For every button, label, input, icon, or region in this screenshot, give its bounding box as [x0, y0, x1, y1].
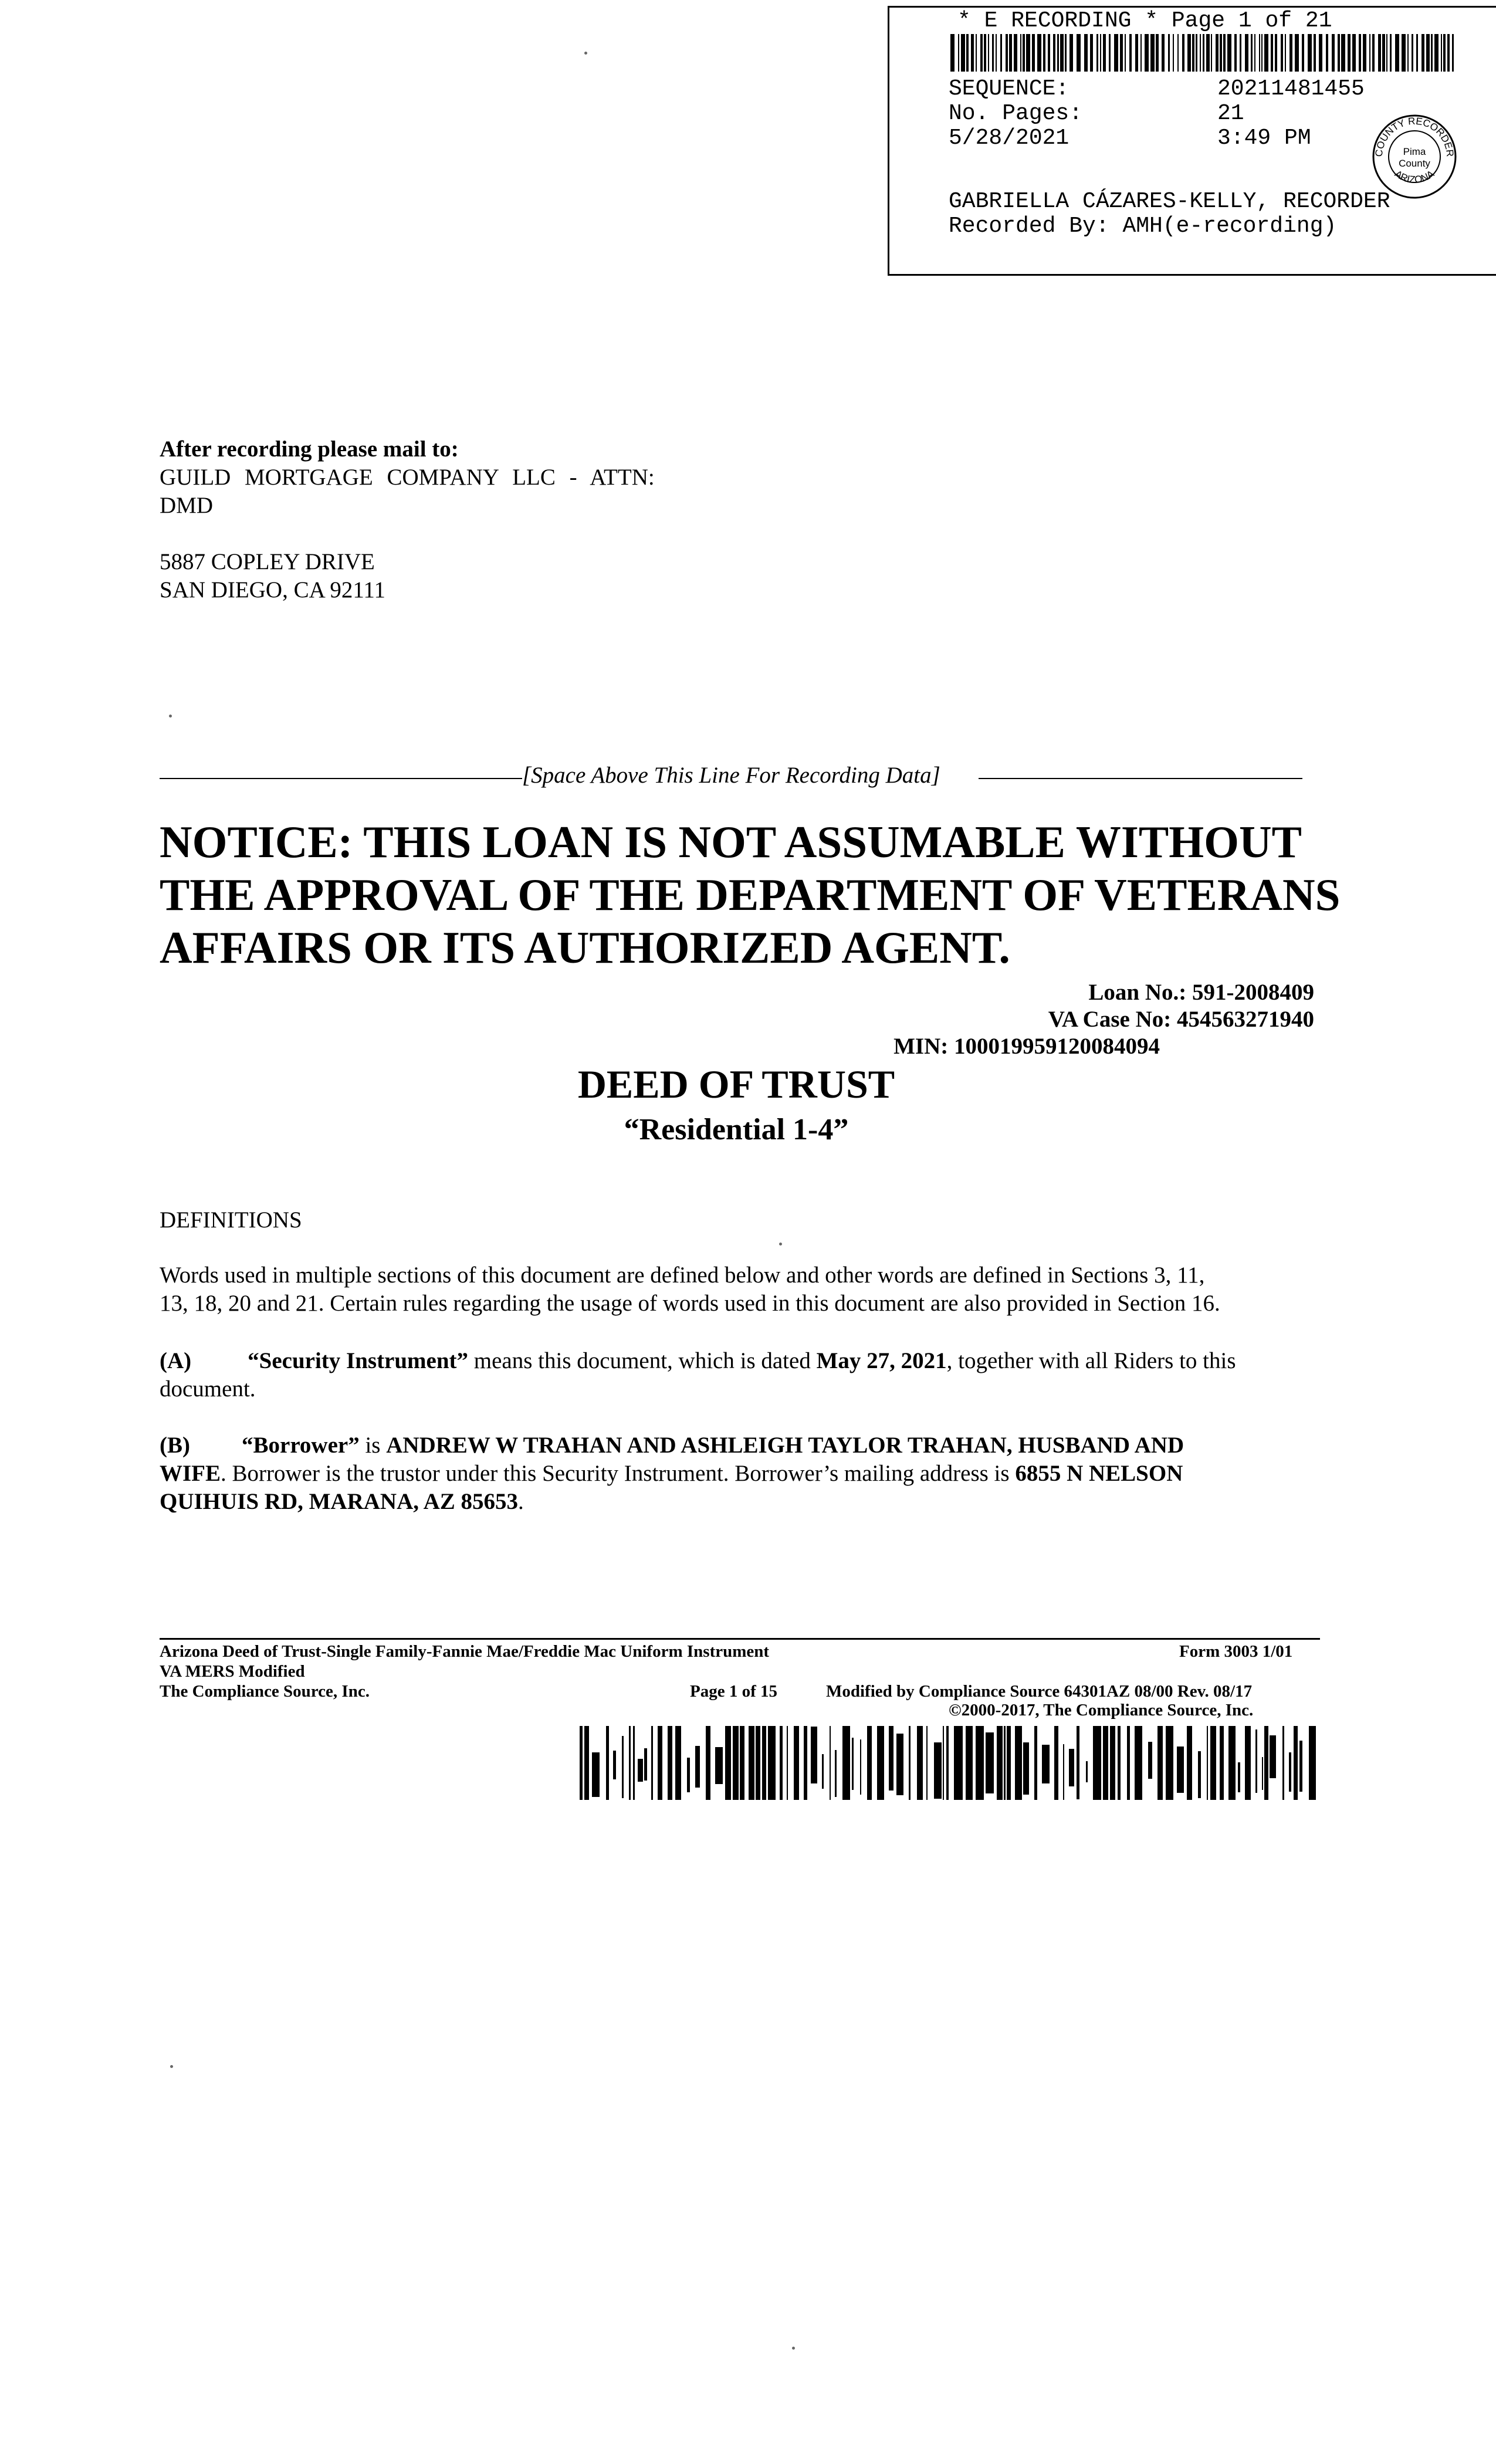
- barcode-bar: [946, 1726, 949, 1800]
- definition-a-text1: means this document, which is dated: [468, 1348, 817, 1373]
- barcode-bar: [740, 1726, 744, 1800]
- barcode-bar: [1289, 34, 1292, 72]
- definitions-intro-line2: 13, 18, 20 and 21. Certain rules regarding the usage of words used in this document are also provided in Section 16.: [160, 1291, 1220, 1316]
- barcode-bar: [658, 1726, 662, 1800]
- barcode-bar: [1020, 34, 1021, 72]
- barcode-bar: [830, 1726, 831, 1800]
- barcode-bar: [1042, 1745, 1050, 1783]
- barcode-bar: [877, 1726, 884, 1800]
- barcode-bar: [1069, 1749, 1074, 1786]
- barcode-bar: [1431, 34, 1433, 72]
- barcode-bar: [1338, 34, 1340, 72]
- barcode-bar: [1118, 1726, 1121, 1800]
- barcode-bar: [1443, 34, 1446, 72]
- barcode-bar: [1096, 34, 1098, 72]
- barcode-bar: [1103, 1726, 1108, 1800]
- barcode-bar: [1254, 34, 1255, 72]
- space-above-label: [Space Above This Line For Recording Data]: [522, 763, 940, 788]
- barcode-bar: [1065, 34, 1067, 72]
- barcode-bar: [1421, 34, 1424, 72]
- barcode-bar: [1434, 34, 1439, 72]
- barcode-bar: [1372, 34, 1375, 72]
- footer-modified: Modified by Compliance Source 64301AZ 08/00 Rev. 08/17: [826, 1682, 1253, 1701]
- barcode-bar: [1348, 34, 1351, 72]
- barcode-bar: [1145, 34, 1149, 72]
- barcode-bar: [1378, 34, 1381, 72]
- barcode-bar: [896, 1734, 903, 1795]
- footer-mers: VA MERS Modified: [160, 1662, 305, 1681]
- definition-b-line3: [160, 1488, 524, 1516]
- barcode-bar: [1332, 34, 1335, 72]
- barcode-bar: [1000, 34, 1002, 72]
- barcode-bar: [1004, 1726, 1006, 1800]
- barcode-bar: [629, 1726, 631, 1800]
- barcode-bar: [687, 1758, 690, 1792]
- barcode-bar: [996, 34, 997, 72]
- barcode-bar: [997, 1726, 1003, 1800]
- barcode-bar: [1054, 1726, 1058, 1800]
- definition-a-line1: [160, 1347, 1236, 1375]
- barcode-bar: [1090, 34, 1093, 72]
- barcode-bar: [943, 1726, 944, 1800]
- barcode-bar: [1416, 34, 1418, 72]
- barcode-bar: [1359, 34, 1361, 72]
- recording-barcode: [950, 34, 1455, 72]
- notice-line3: AFFAIRS OR ITS AUTHORIZED AGENT.: [160, 922, 1010, 973]
- barcode-bar: [889, 1726, 893, 1791]
- notice-line1: NOTICE: THIS LOAN IS NOT ASSUMABLE WITHOUT: [160, 817, 1302, 867]
- barcode-bar: [1234, 34, 1237, 72]
- barcode-bar: [860, 1739, 861, 1795]
- barcode-bar: [1255, 1729, 1257, 1793]
- barcode-bar: [1294, 1726, 1298, 1800]
- document-barcode: [580, 1726, 1316, 1800]
- barcode-bar: [695, 1746, 700, 1788]
- barcode-bar: [1282, 1726, 1284, 1800]
- barcode-bar: [1216, 34, 1219, 72]
- barcode-bar: [1114, 34, 1118, 72]
- barcode-bar: [1129, 34, 1132, 72]
- barcode-bar: [1014, 34, 1017, 72]
- notice-line2: THE APPROVAL OF THE DEPARTMENT OF VETERANS: [160, 869, 1341, 920]
- scan-speck: [169, 715, 172, 717]
- recording-divider-left: [160, 778, 522, 779]
- barcode-bar: [1168, 34, 1170, 72]
- barcode-bar: [1110, 1726, 1115, 1800]
- barcode-bar: [633, 1726, 635, 1800]
- barcode-bar: [1251, 34, 1253, 72]
- barcode-bar: [1314, 34, 1316, 72]
- barcode-bar: [1402, 34, 1406, 72]
- barcode-bar: [1206, 34, 1210, 72]
- barcode-bar: [971, 34, 974, 72]
- barcode-bar: [606, 1726, 609, 1800]
- record-time: 3:49 PM: [1217, 126, 1311, 151]
- barcode-bar: [1156, 34, 1159, 72]
- seal-top-text: COUNTY RECORDER: [1373, 115, 1456, 158]
- barcode-bar: [1157, 1726, 1163, 1800]
- pages-label: No. Pages:: [949, 101, 1083, 126]
- barcode-bar: [1135, 1726, 1142, 1800]
- barcode-bar: [1285, 34, 1286, 72]
- footer-rule: [160, 1638, 1320, 1640]
- barcode-bar: [1309, 1726, 1316, 1800]
- barcode-bar: [984, 34, 986, 72]
- county-recorder-seal-icon: [1370, 113, 1458, 201]
- mail-to-line2: DMD: [160, 493, 214, 518]
- footer-publisher: The Compliance Source, Inc.: [160, 1682, 370, 1701]
- barcode-bar: [1289, 1752, 1291, 1792]
- barcode-bar: [1452, 34, 1454, 72]
- mail-to-line4: SAN DIEGO, CA 92111: [160, 577, 385, 603]
- barcode-bar: [787, 1726, 788, 1800]
- barcode-bar: [1093, 1726, 1101, 1800]
- barcode-bar: [1077, 1726, 1079, 1799]
- sequence-label: SEQUENCE:: [949, 76, 1069, 101]
- barcode-bar: [1023, 1742, 1029, 1795]
- barcode-bar: [811, 1727, 817, 1783]
- barcode-bar: [1295, 34, 1299, 72]
- definition-a-text2: , together with all Riders to this: [946, 1348, 1236, 1373]
- scan-speck: [584, 52, 587, 55]
- barcode-bar: [1271, 34, 1273, 72]
- barcode-bar: [1150, 34, 1155, 72]
- barcode-bar: [1173, 34, 1174, 72]
- barcode-bar: [1245, 1726, 1251, 1800]
- barcode-bar: [1426, 34, 1430, 72]
- loan-number: Loan No.: 591-2008409: [1088, 980, 1314, 1005]
- barcode-bar: [1084, 34, 1088, 72]
- barcode-bar: [966, 1726, 973, 1800]
- definition-a-date: May 27, 2021: [816, 1348, 947, 1373]
- barcode-bar: [992, 34, 994, 72]
- barcode-bar: [988, 34, 989, 72]
- barcode-bar: [762, 1726, 766, 1800]
- barcode-bar: [917, 1726, 923, 1800]
- mail-to-line3: 5887 COPLEY DRIVE: [160, 549, 375, 574]
- barcode-bar: [1390, 34, 1392, 72]
- barcode-bar: [1034, 1726, 1037, 1800]
- barcode-bar: [1352, 34, 1356, 72]
- scan-speck: [170, 2065, 173, 2068]
- barcode-bar: [1069, 34, 1073, 72]
- barcode-bar: [1037, 34, 1041, 72]
- barcode-bar: [1198, 1751, 1201, 1798]
- barcode-bar: [1275, 34, 1277, 72]
- barcode-bar: [1223, 34, 1226, 72]
- sequence-value: 20211481455: [1217, 76, 1365, 101]
- barcode-bar: [1060, 34, 1064, 72]
- barcode-bar: [715, 1747, 723, 1784]
- barcode-bar: [1187, 1726, 1192, 1800]
- barcode-bar: [1177, 1747, 1184, 1793]
- document-subtitle: “Residential 1-4”: [624, 1113, 849, 1146]
- barcode-bar: [909, 1726, 911, 1800]
- barcode-bar: [976, 34, 977, 72]
- barcode-bar: [926, 1726, 928, 1800]
- barcode-bar: [1447, 34, 1450, 72]
- barcode-bar: [1395, 34, 1399, 72]
- barcode-bar: [1135, 34, 1138, 72]
- barcode-bar: [950, 34, 955, 72]
- barcode-bar: [966, 34, 969, 72]
- barcode-bar: [1103, 34, 1106, 72]
- document-title: DEED OF TRUST: [577, 1062, 895, 1106]
- barcode-bar: [976, 1726, 984, 1800]
- barcode-bar: [733, 1726, 739, 1800]
- scan-speck: [779, 1243, 782, 1245]
- barcode-bar: [1182, 34, 1184, 72]
- seal-center-2: County: [1399, 158, 1430, 169]
- min-number: MIN: 100019959120084094: [893, 1034, 1160, 1059]
- barcode-bar: [842, 1726, 850, 1800]
- mail-to-heading: After recording please mail to:: [160, 436, 459, 462]
- barcode-bar: [592, 1752, 600, 1797]
- barcode-bar: [1086, 1761, 1088, 1782]
- barcode-bar: [768, 1726, 776, 1800]
- barcode-bar: [954, 1726, 963, 1800]
- barcode-bar: [638, 1759, 643, 1782]
- barcode-bar: [1166, 1726, 1173, 1800]
- recorder-name: GABRIELLA CÁZARES-KELLY, RECORDER: [949, 189, 1390, 214]
- barcode-bar: [1211, 34, 1212, 72]
- barcode-bar: [756, 1726, 760, 1800]
- barcode-bar: [867, 1726, 872, 1800]
- barcode-bar: [1240, 34, 1241, 72]
- barcode-bar: [1063, 1744, 1064, 1800]
- barcode-bar: [1441, 34, 1442, 72]
- barcode-bar: [934, 1742, 942, 1799]
- definition-b-addr2: QUIHUIS RD, MARANA, AZ 85653: [160, 1489, 519, 1514]
- barcode-bar: [1270, 1735, 1276, 1778]
- barcode-bar: [1227, 34, 1231, 72]
- barcode-bar: [1048, 34, 1050, 72]
- barcode-bar: [1187, 34, 1191, 72]
- definition-b-line2: [160, 1460, 1183, 1488]
- barcode-bar: [706, 1726, 710, 1800]
- footer-form: Form 3003 1/01: [1179, 1642, 1293, 1661]
- barcode-bar: [804, 1726, 807, 1800]
- barcode-bar: [1386, 34, 1387, 72]
- scan-speck: [792, 2347, 795, 2350]
- barcode-bar: [749, 1726, 754, 1800]
- barcode-bar: [1210, 1726, 1216, 1800]
- barcode-bar: [1363, 34, 1366, 72]
- barcode-bar: [1077, 34, 1081, 72]
- recorded-by: Recorded By: AMH(e-recording): [949, 214, 1337, 239]
- barcode-bar: [1200, 34, 1201, 72]
- barcode-bar: [1262, 1757, 1263, 1790]
- barcode-bar: [1207, 1726, 1208, 1800]
- barcode-bar: [1264, 1726, 1268, 1800]
- barcode-bar: [1177, 34, 1179, 72]
- barcode-bar: [1148, 1742, 1152, 1779]
- barcode-bar: [1053, 34, 1055, 72]
- recording-divider-right: [979, 778, 1302, 779]
- barcode-bar: [1125, 34, 1126, 72]
- definition-a-line2: document.: [160, 1376, 256, 1402]
- barcode-bar: [986, 1732, 994, 1793]
- barcode-bar: [1281, 34, 1283, 72]
- footer-copyright: ©2000-2017, The Compliance Source, Inc.: [949, 1701, 1254, 1720]
- barcode-bar: [1302, 34, 1304, 72]
- definition-a-label: (A): [160, 1348, 192, 1373]
- barcode-bar: [1220, 1726, 1224, 1800]
- definitions-intro-line1: Words used in multiple sections of this document are defined below and other words are defined in Sections 3, 11,: [160, 1263, 1205, 1288]
- barcode-bar: [1299, 1741, 1302, 1792]
- seal-bottom-text: ARIZONA: [1392, 168, 1437, 186]
- mail-to-line1: GUILD MORTGAGE COMPANY LLC - ATTN:: [160, 465, 655, 490]
- barcode-bar: [961, 34, 965, 72]
- barcode-bar: [622, 1736, 624, 1798]
- barcode-bar: [651, 1726, 653, 1800]
- va-case-number: VA Case No: 454563271940: [1048, 1007, 1314, 1032]
- definition-b-text1: is: [359, 1433, 387, 1458]
- barcode-bar: [780, 1726, 783, 1800]
- barcode-bar: [958, 34, 959, 72]
- definition-b-names2: WIFE: [160, 1461, 221, 1486]
- barcode-bar: [1162, 34, 1165, 72]
- barcode-bar: [1412, 34, 1413, 72]
- barcode-bar: [584, 1726, 589, 1800]
- barcode-bar: [1032, 34, 1035, 72]
- barcode-bar: [1319, 34, 1322, 72]
- record-date: 5/28/2021: [949, 126, 1069, 151]
- definitions-heading: DEFINITIONS: [160, 1207, 302, 1233]
- definition-b-label: (B): [160, 1433, 190, 1458]
- barcode-bar: [580, 1726, 583, 1800]
- barcode-bar: [1264, 34, 1268, 72]
- barcode-bar: [1100, 34, 1101, 72]
- barcode-bar: [1308, 34, 1312, 72]
- definition-b-names1: ANDREW W TRAHAN AND ASHLEIGH TAYLOR TRAHAN, HUSBAND AND: [386, 1433, 1184, 1458]
- barcode-bar: [1220, 34, 1222, 72]
- barcode-bar: [1382, 34, 1385, 72]
- seal-center-1: Pima: [1403, 146, 1426, 157]
- footer-page: Page 1 of 15: [690, 1682, 777, 1701]
- barcode-bar: [822, 1754, 824, 1789]
- barcode-bar: [1261, 34, 1263, 72]
- barcode-bar: [1407, 34, 1409, 72]
- barcode-bar: [1238, 1762, 1240, 1792]
- barcode-bar: [1127, 1726, 1130, 1800]
- barcode-bar: [1140, 34, 1142, 72]
- barcode-bar: [725, 1726, 731, 1800]
- definition-b-term: “Borrower”: [242, 1433, 360, 1458]
- barcode-bar: [1196, 34, 1197, 72]
- barcode-bar: [675, 1726, 681, 1800]
- footer-instrument: Arizona Deed of Trust-Single Family-Fannie Mae/Freddie Mac Uniform Instrument: [160, 1642, 770, 1661]
- definition-b-line1: [160, 1431, 1184, 1460]
- barcode-bar: [835, 1750, 837, 1797]
- barcode-bar: [980, 34, 983, 72]
- definition-b-addr1: 6855 N NELSON: [1015, 1461, 1183, 1486]
- barcode-bar: [1203, 34, 1204, 72]
- svg-text:ARIZONA: [1393, 168, 1437, 185]
- barcode-bar: [852, 1738, 854, 1790]
- barcode-bar: [1326, 34, 1328, 72]
- barcode-bar: [1007, 1726, 1011, 1800]
- barcode-bar: [1369, 34, 1370, 72]
- barcode-bar: [1120, 34, 1123, 72]
- definition-b-end: .: [518, 1489, 524, 1514]
- barcode-bar: [794, 1726, 799, 1800]
- barcode-bar: [1057, 34, 1059, 72]
- barcode-bar: [1009, 34, 1012, 72]
- stamp-header: * E RECORDING * Page 1 of 21: [957, 8, 1332, 33]
- barcode-bar: [668, 1726, 672, 1800]
- barcode-bar: [1341, 34, 1345, 72]
- barcode-bar: [1023, 34, 1025, 72]
- barcode-bar: [1006, 34, 1008, 72]
- barcode-bar: [1192, 34, 1194, 72]
- barcode-bar: [644, 1748, 647, 1781]
- definition-b-text2: . Borrower is the trustor under this Security Instrument. Borrower’s mailing address is: [221, 1461, 1016, 1486]
- barcode-bar: [1109, 34, 1111, 72]
- barcode-bar: [1245, 34, 1248, 72]
- barcode-bar: [1026, 34, 1030, 72]
- barcode-bar: [613, 1751, 616, 1779]
- barcode-bar: [1228, 1726, 1236, 1800]
- barcode-bar: [1259, 34, 1260, 72]
- definition-a-term: “Security Instrument”: [248, 1348, 469, 1373]
- pages-value: 21: [1217, 101, 1244, 126]
- barcode-bar: [1043, 34, 1045, 72]
- barcode-bar: [1015, 1726, 1022, 1800]
